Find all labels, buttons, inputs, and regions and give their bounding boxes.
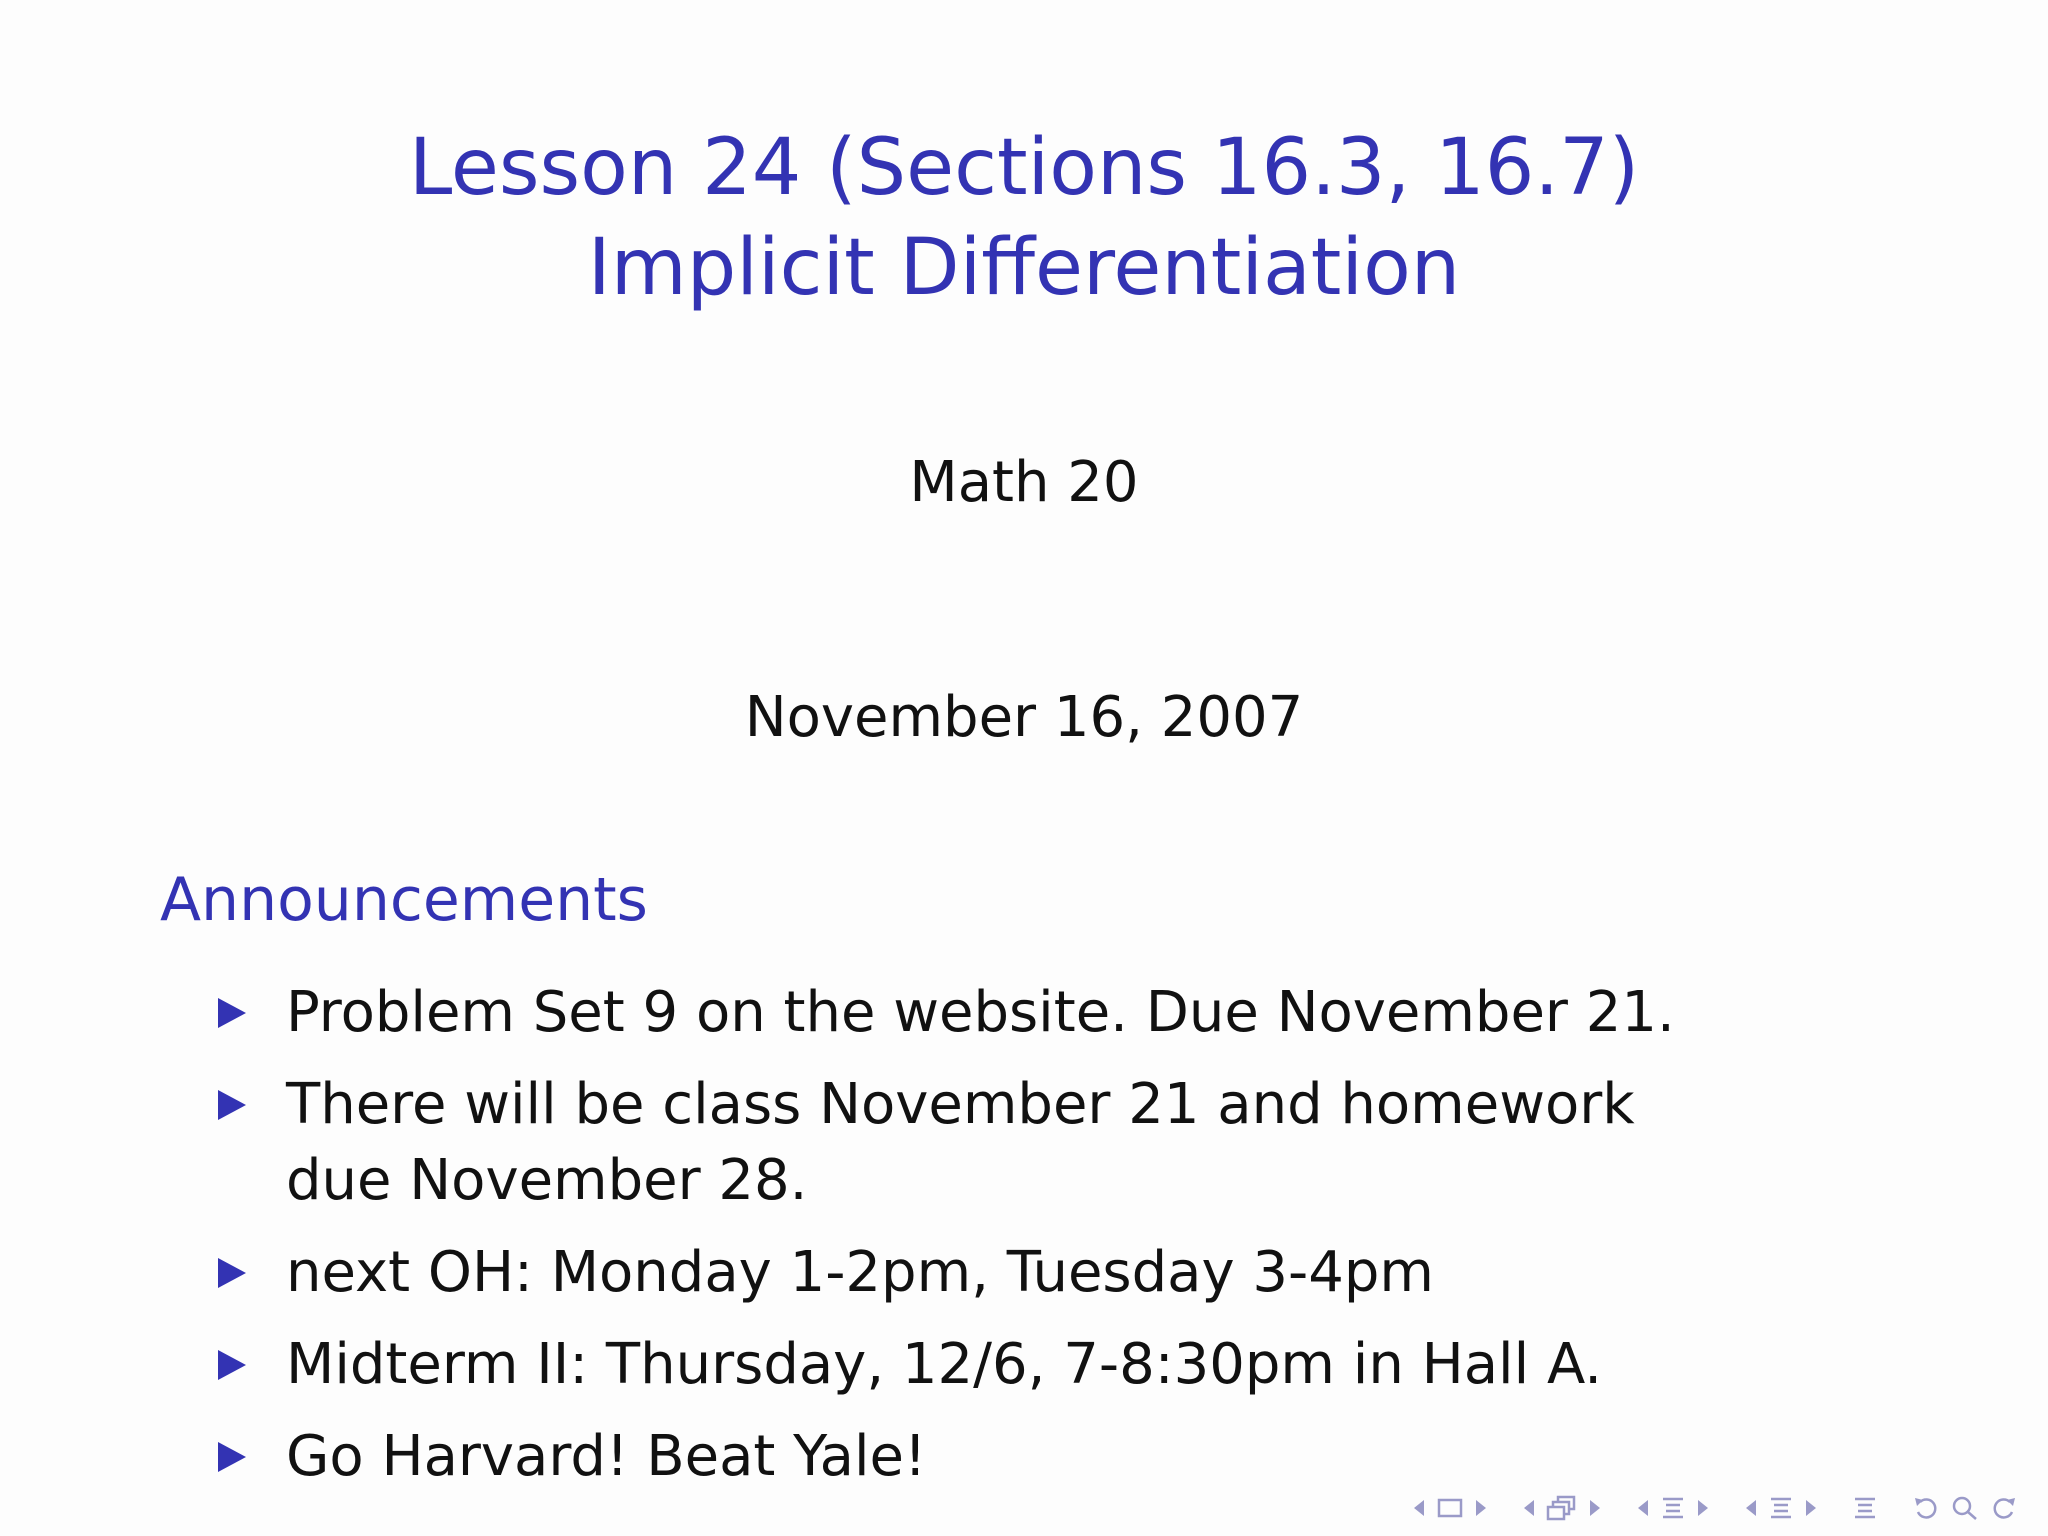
announcements-heading: Announcements (160, 865, 648, 935)
history-nav-group (1912, 1494, 2018, 1522)
subsection-icon[interactable] (1546, 1495, 1578, 1521)
next-subsection-icon[interactable] (1588, 1497, 1602, 1519)
next-frame-icon[interactable] (1474, 1497, 1488, 1519)
list-item (218, 1067, 1738, 1219)
part-icon[interactable] (1768, 1495, 1794, 1521)
announcements-list (218, 975, 1738, 1511)
subsection-nav-group (1522, 1495, 1602, 1521)
triangle-bullet-icon (218, 1258, 246, 1288)
align-nav-group (1852, 1495, 1878, 1521)
title-line-2: Implicit Differentiation (587, 223, 1461, 313)
section-nav-group (1636, 1495, 1710, 1521)
next-part-icon[interactable] (1804, 1497, 1818, 1519)
list-item (218, 1419, 1738, 1495)
triangle-bullet-icon (218, 1090, 246, 1120)
list-item-text: There will be class November 21 and homework due November 28. (286, 1072, 1635, 1213)
align-icon[interactable] (1852, 1495, 1878, 1521)
lecture-date: November 16, 2007 (744, 685, 1304, 750)
forward-icon[interactable] (1990, 1494, 2018, 1522)
prev-subsection-icon[interactable] (1522, 1497, 1536, 1519)
frame-icon[interactable] (1436, 1497, 1464, 1519)
frame-nav-group (1412, 1497, 1488, 1519)
course-name: Math 20 (909, 450, 1139, 515)
list-item-text: Go Harvard! Beat Yale! (286, 1424, 927, 1489)
list-item (218, 975, 1738, 1051)
prev-part-icon[interactable] (1744, 1497, 1758, 1519)
list-item-text: Problem Set 9 on the website. Due November 21. (286, 980, 1675, 1045)
list-item (218, 1235, 1738, 1311)
title-line-1: Lesson 24 (Sections 16.3, 16.7) (408, 123, 1640, 213)
back-icon[interactable] (1912, 1494, 1940, 1522)
triangle-bullet-icon (218, 998, 246, 1028)
list-item (218, 1327, 1738, 1403)
part-nav-group (1744, 1495, 1818, 1521)
beamer-navigation-bar (1412, 1494, 2018, 1522)
slide-title (0, 118, 2048, 318)
triangle-bullet-icon (218, 1442, 246, 1472)
list-item-text: next OH: Monday 1-2pm, Tuesday 3-4pm (286, 1240, 1434, 1305)
triangle-bullet-icon (218, 1350, 246, 1380)
section-icon[interactable] (1660, 1495, 1686, 1521)
prev-section-icon[interactable] (1636, 1497, 1650, 1519)
search-icon[interactable] (1950, 1494, 1980, 1522)
list-item-text: Midterm II: Thursday, 12/6, 7-8:30pm in Hall A. (286, 1332, 1603, 1397)
prev-frame-icon[interactable] (1412, 1497, 1426, 1519)
next-section-icon[interactable] (1696, 1497, 1710, 1519)
